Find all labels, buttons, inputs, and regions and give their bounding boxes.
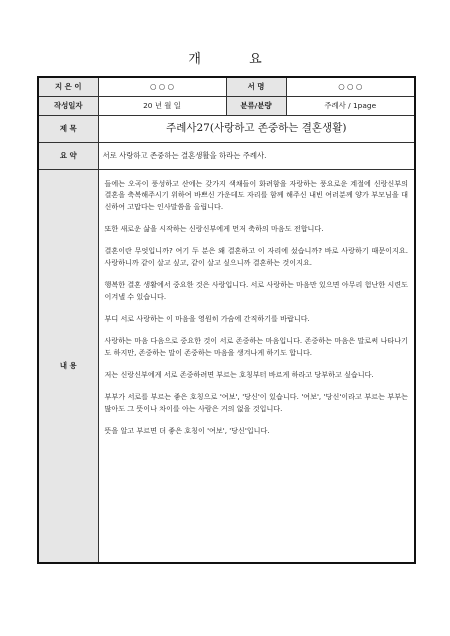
content-label: 내 용	[38, 169, 98, 563]
date-label: 작성일자	[38, 96, 98, 115]
content-paragraph: 결혼이란 무엇입니까? 여기 두 분은 왜 결혼하고 이 자리에 섰습니까? 바로 사랑하기 때문이지요. 사랑하니까 같이 살고 싶고, 같이 살고 싶으니까 결혼하는 것이지요.	[104, 246, 408, 268]
content-paragraph: 저는 신랑신부에게 서로 존중하려면 부르는 호칭부터 바르게 하라고 당부하고 싶습니다.	[104, 370, 374, 380]
category-value: 주례사 / 1page	[286, 96, 415, 115]
date-value: 20 년 월 일	[98, 96, 226, 115]
content-paragraph: 부부가 서로를 부르는 좋은 호칭으로 '여보', '당신'이 있습니다. '여보', '당신'이라고 부르는 부부는 많아도 그 뜻이나 차이를 아는 사람은 거의 없을 것입니다.	[104, 392, 408, 414]
content-paragraph: 행복한 결혼 생활에서 중요한 것은 사랑입니다. 서로 사랑하는 마음만 있으면 아무리 험난한 시련도 이겨낼 수 있습니다.	[104, 280, 408, 301]
content-paragraph: 부디 서로 사랑하는 이 마음을 영원히 가슴에 간직하기를 바랍니다.	[104, 314, 310, 324]
author-label: 지 은 이	[38, 77, 98, 96]
subject-label: 제 목	[38, 115, 98, 142]
content-body	[98, 169, 415, 563]
content-paragraph: 들에는 오곡이 풍성하고 산에는 갖가지 색채들이 화려함을 자랑하는 풍요로운 계절에 신랑신부의 결혼을 축복해주시기 위하여 바쁘신 가운데도 자리를 함께 해주신 내빈 여러분께 양가 부모님을 대신하여 고맙다는 인사말씀을 올립니다.	[104, 178, 408, 211]
page-title: 개 요	[188, 52, 284, 67]
content-paragraph: 뜻을 알고 부르면 더 좋은 호칭이 '여보', '당신'입니다.	[104, 426, 270, 436]
summary-value: 서로 사랑하고 존중하는 결혼생활을 하라는 주례사.	[98, 142, 415, 169]
content-paragraph: 사랑하는 마음 다음으로 중요한 것이 서로 존중하는 마음입니다. 존중하는 마음은 말로써 나타나기도 하지만, 존중하는 말이 존중하는 마음을 생겨나게 하기도 합니다.	[104, 336, 408, 358]
category-label: 분류/분량	[226, 96, 286, 115]
subject-value: 주례사27(사랑하고 존중하는 결혼생활)	[98, 115, 415, 142]
author-value: ○ ○ ○	[98, 77, 226, 96]
summary-form	[37, 76, 416, 564]
preacher-label: 서 명	[226, 77, 286, 96]
preacher-value: ○ ○ ○	[286, 77, 415, 96]
content-paragraph: 또한 새로운 삶을 시작하는 신랑신부에게 먼저 축하의 마음도 전합니다.	[104, 224, 324, 234]
summary-label: 요 약	[38, 142, 98, 169]
